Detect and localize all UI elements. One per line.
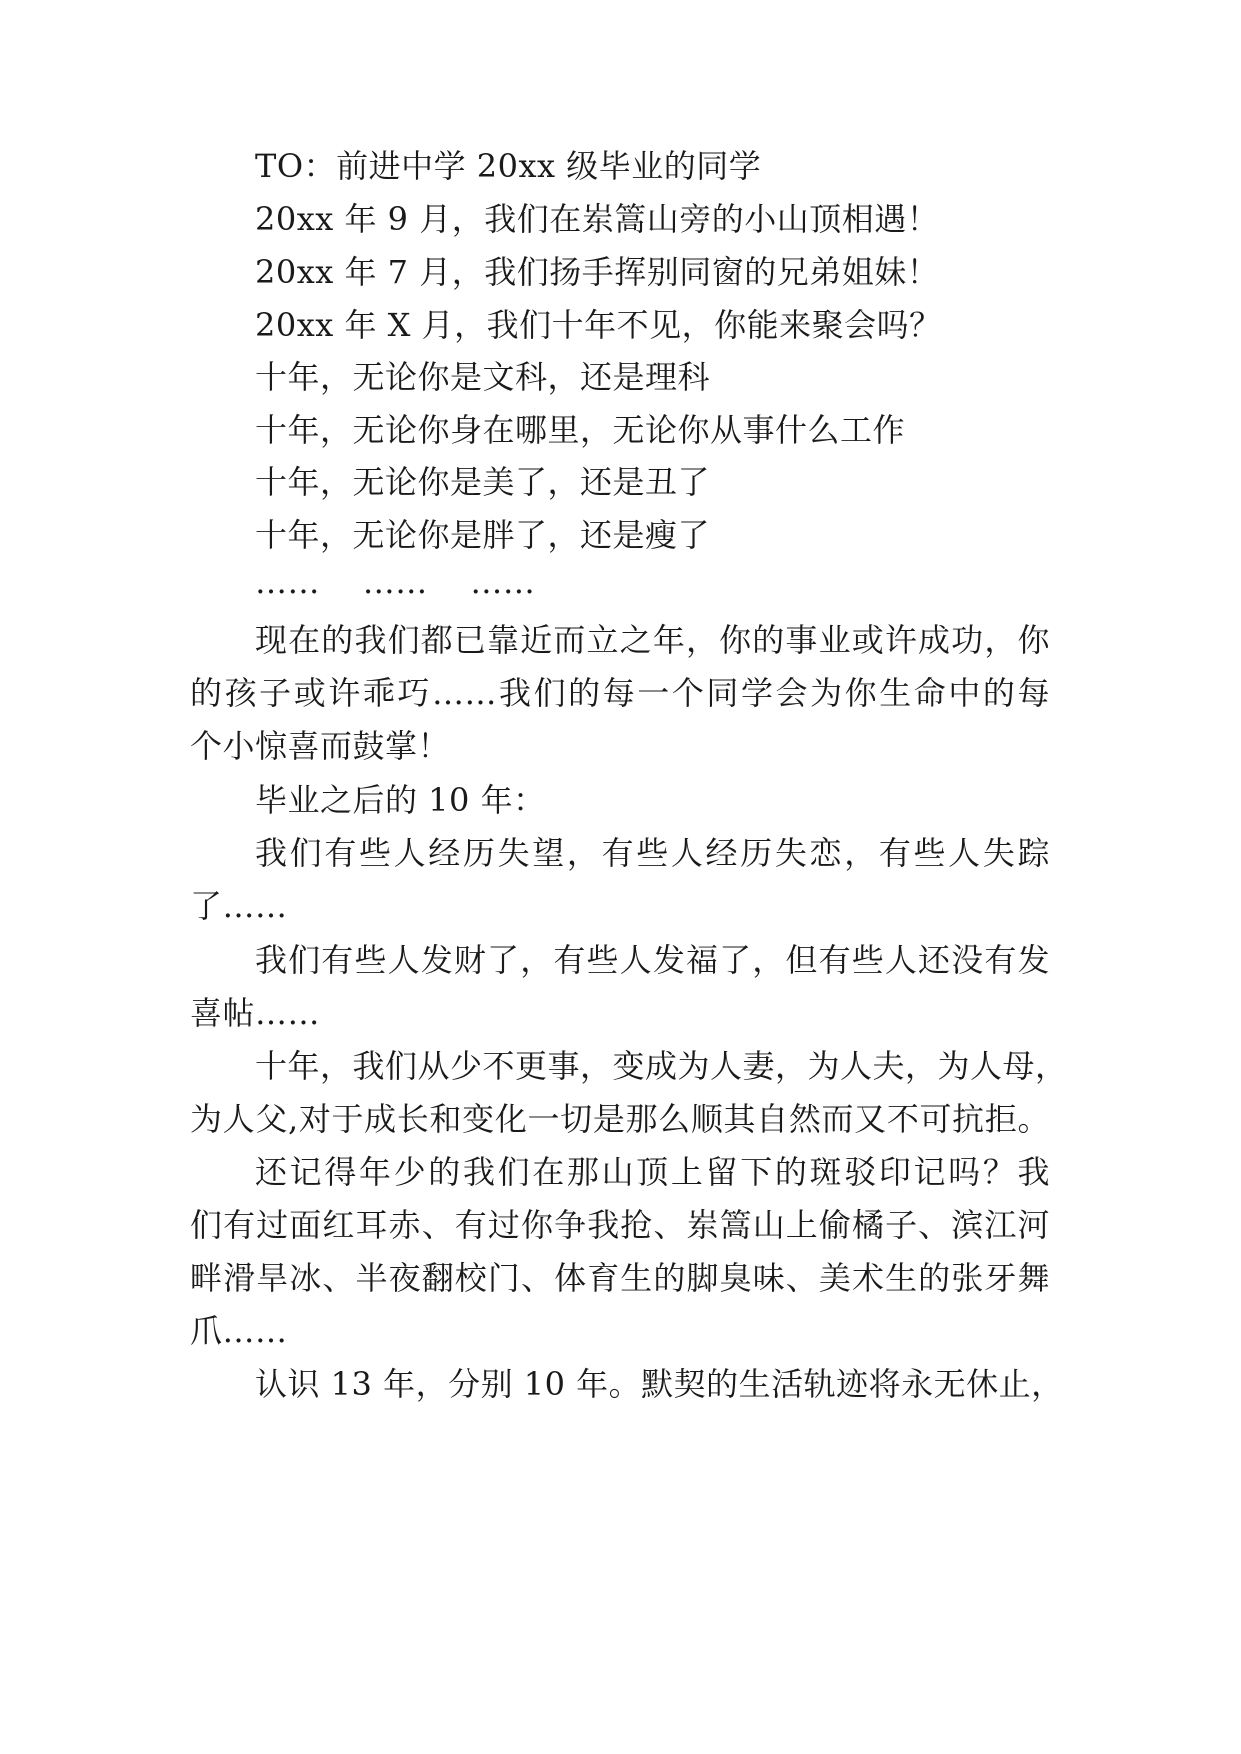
paragraph-line: 认识 13 年，分别 10 年。默契的生活轨迹将永无休止， [255, 1365, 1064, 1403]
ellipsis-line: …… …… …… [255, 563, 536, 601]
intro-line: 20xx 年 7 月，我们扬手挥别同窗的兄弟姐妹！ [255, 253, 940, 291]
paragraph-line: 还记得年少的我们在那山顶上留下的斑驳印记吗？我 [255, 1153, 1050, 1191]
paragraph-line: 爪…… [190, 1312, 288, 1350]
paragraph-line: 毕业之后的 10 年： [255, 781, 546, 819]
paragraph-line: 们有过面红耳赤、有过你争我抢、岽篙山上偷橘子、滨江河 [190, 1206, 1050, 1244]
paragraph-line: 现在的我们都已靠近而立之年，你的事业或许成功，你 [255, 621, 1050, 659]
paragraph-line: 畔滑旱冰、半夜翻校门、体育生的脚臭味、美术生的张牙舞 [190, 1259, 1050, 1297]
poem-line: 十年，无论你是胖了，还是瘦了 [255, 516, 711, 554]
paragraph-line: 十年，我们从少不更事，变成为人妻，为人夫，为人母， [255, 1047, 1068, 1085]
intro-line: 20xx 年 9 月，我们在岽篙山旁的小山顶相遇！ [255, 200, 940, 238]
poem-line: 十年，无论你是美了，还是丑了 [255, 463, 711, 501]
intro-line: 20xx 年 X 月，我们十年不见，你能来聚会吗？ [255, 306, 942, 344]
poem-line: 十年，无论你身在哪里，无论你从事什么工作 [255, 411, 906, 449]
paragraph-line: 为人父,对于成长和变化一切是那么顺其自然而又不可抗拒。 [190, 1100, 1050, 1138]
poem-line: 十年，无论你是文科，还是理科 [255, 358, 711, 396]
salutation-line: TO：前进中学 20xx 级毕业的同学 [255, 147, 762, 185]
paragraph-line: 了…… [190, 887, 288, 925]
paragraph-line: 喜帖…… [190, 994, 321, 1032]
paragraph-line: 我们有些人发财了，有些人发福了，但有些人还没有发 [255, 941, 1050, 979]
paragraph-line: 个小惊喜而鼓掌！ [190, 727, 451, 765]
paragraph-line: 的孩子或许乖巧……我们的每一个同学会为你生命中的每 [190, 674, 1050, 712]
paragraph-line: 我们有些人经历失望，有些人经历失恋，有些人失踪 [255, 834, 1050, 872]
